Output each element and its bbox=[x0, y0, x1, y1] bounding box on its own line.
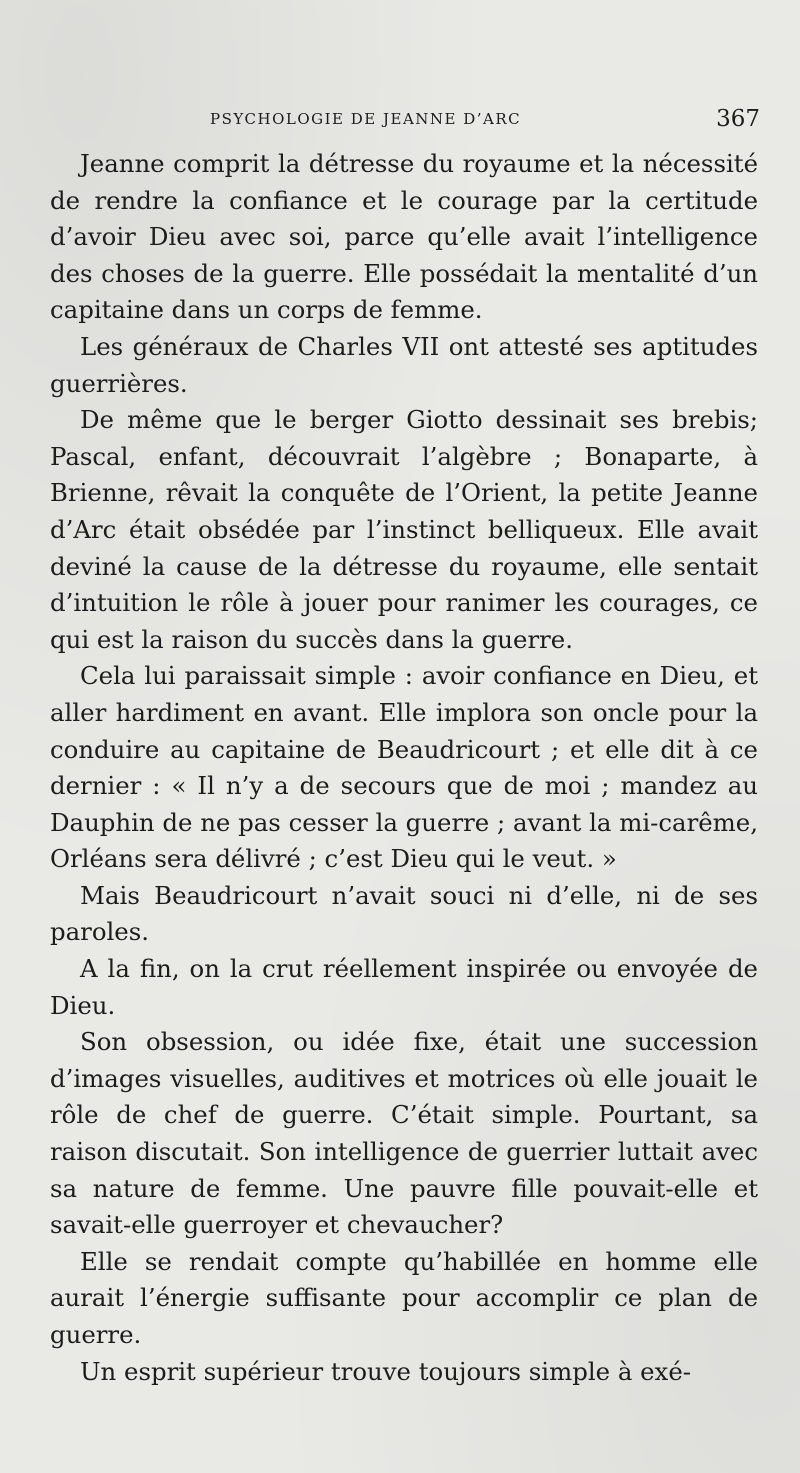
paragraph: Son obsession, ou idée fixe, était une succession d’images visuelles, auditives et motrices où elle jouait le rôle de chef de guerre. C’était simple. Pourtant, sa raison discutait. Son intelligence de guerrier luttait avec sa nature de femme. Une pauvre fille pouvait-elle et savait-elle guerroyer et chevaucher? bbox=[50, 1027, 758, 1240]
paragraph: Un esprit supérieur trouve toujours simple à exé- bbox=[80, 1356, 691, 1386]
paragraph: Cela lui paraissait simple : avoir confiance en Dieu, et aller hardiment en avant. Elle implora son oncle pour la conduire au capitaine de Beaudricourt ; et elle dit à ce dernier : « Il n’y a de secours que de moi ; mandez au Dauphin de ne pas cesser la guerre ; avant la mi-carême, Orléans sera délivré ; c’est Dieu qui le veut. » bbox=[50, 661, 758, 874]
paragraph: Jeanne comprit la détresse du royaume et la nécessité de rendre la confiance et le courage par la certitude d’avoir Dieu avec soi, parce qu’elle avait l’intelligence des choses de la guerre. Elle possédait la mentalité d’un capitaine dans un corps de femme. bbox=[50, 149, 758, 325]
running-title: PSYCHOLOGIE DE JEANNE D’ARC bbox=[210, 110, 522, 128]
paragraph: Les généraux de Charles VII ont attesté ses aptitudes guerrières. bbox=[50, 331, 758, 398]
paragraph: De même que le berger Giotto dessinait ses brebis; Pascal, enfant, découvrait l’algèbre ; Bonaparte, à Brienne, rêvait la conquête de l’Orient, la petite Jeanne d’Arc était obsédée par l’instinct belliqueux. Elle avait deviné la cause de la détresse du royaume, elle sentait d’intuition le rôle à jouer pour ranimer les courages, ce qui est la raison du succès dans la guerre. bbox=[50, 405, 758, 654]
paragraph: Mais Beaudricourt n’avait souci ni d’elle, ni de ses paroles. bbox=[50, 880, 758, 947]
running-head bbox=[48, 106, 760, 136]
paragraph: A la fin, on la crut réellement inspirée ou envoyée de Dieu. bbox=[50, 954, 758, 1020]
body-text bbox=[50, 146, 758, 1390]
paragraph: Elle se rendait compte qu’habillée en homme elle aurait l’énergie suffisante pour accomplir ce plan de guerre. bbox=[50, 1246, 758, 1349]
page-number: 367 bbox=[716, 106, 760, 132]
